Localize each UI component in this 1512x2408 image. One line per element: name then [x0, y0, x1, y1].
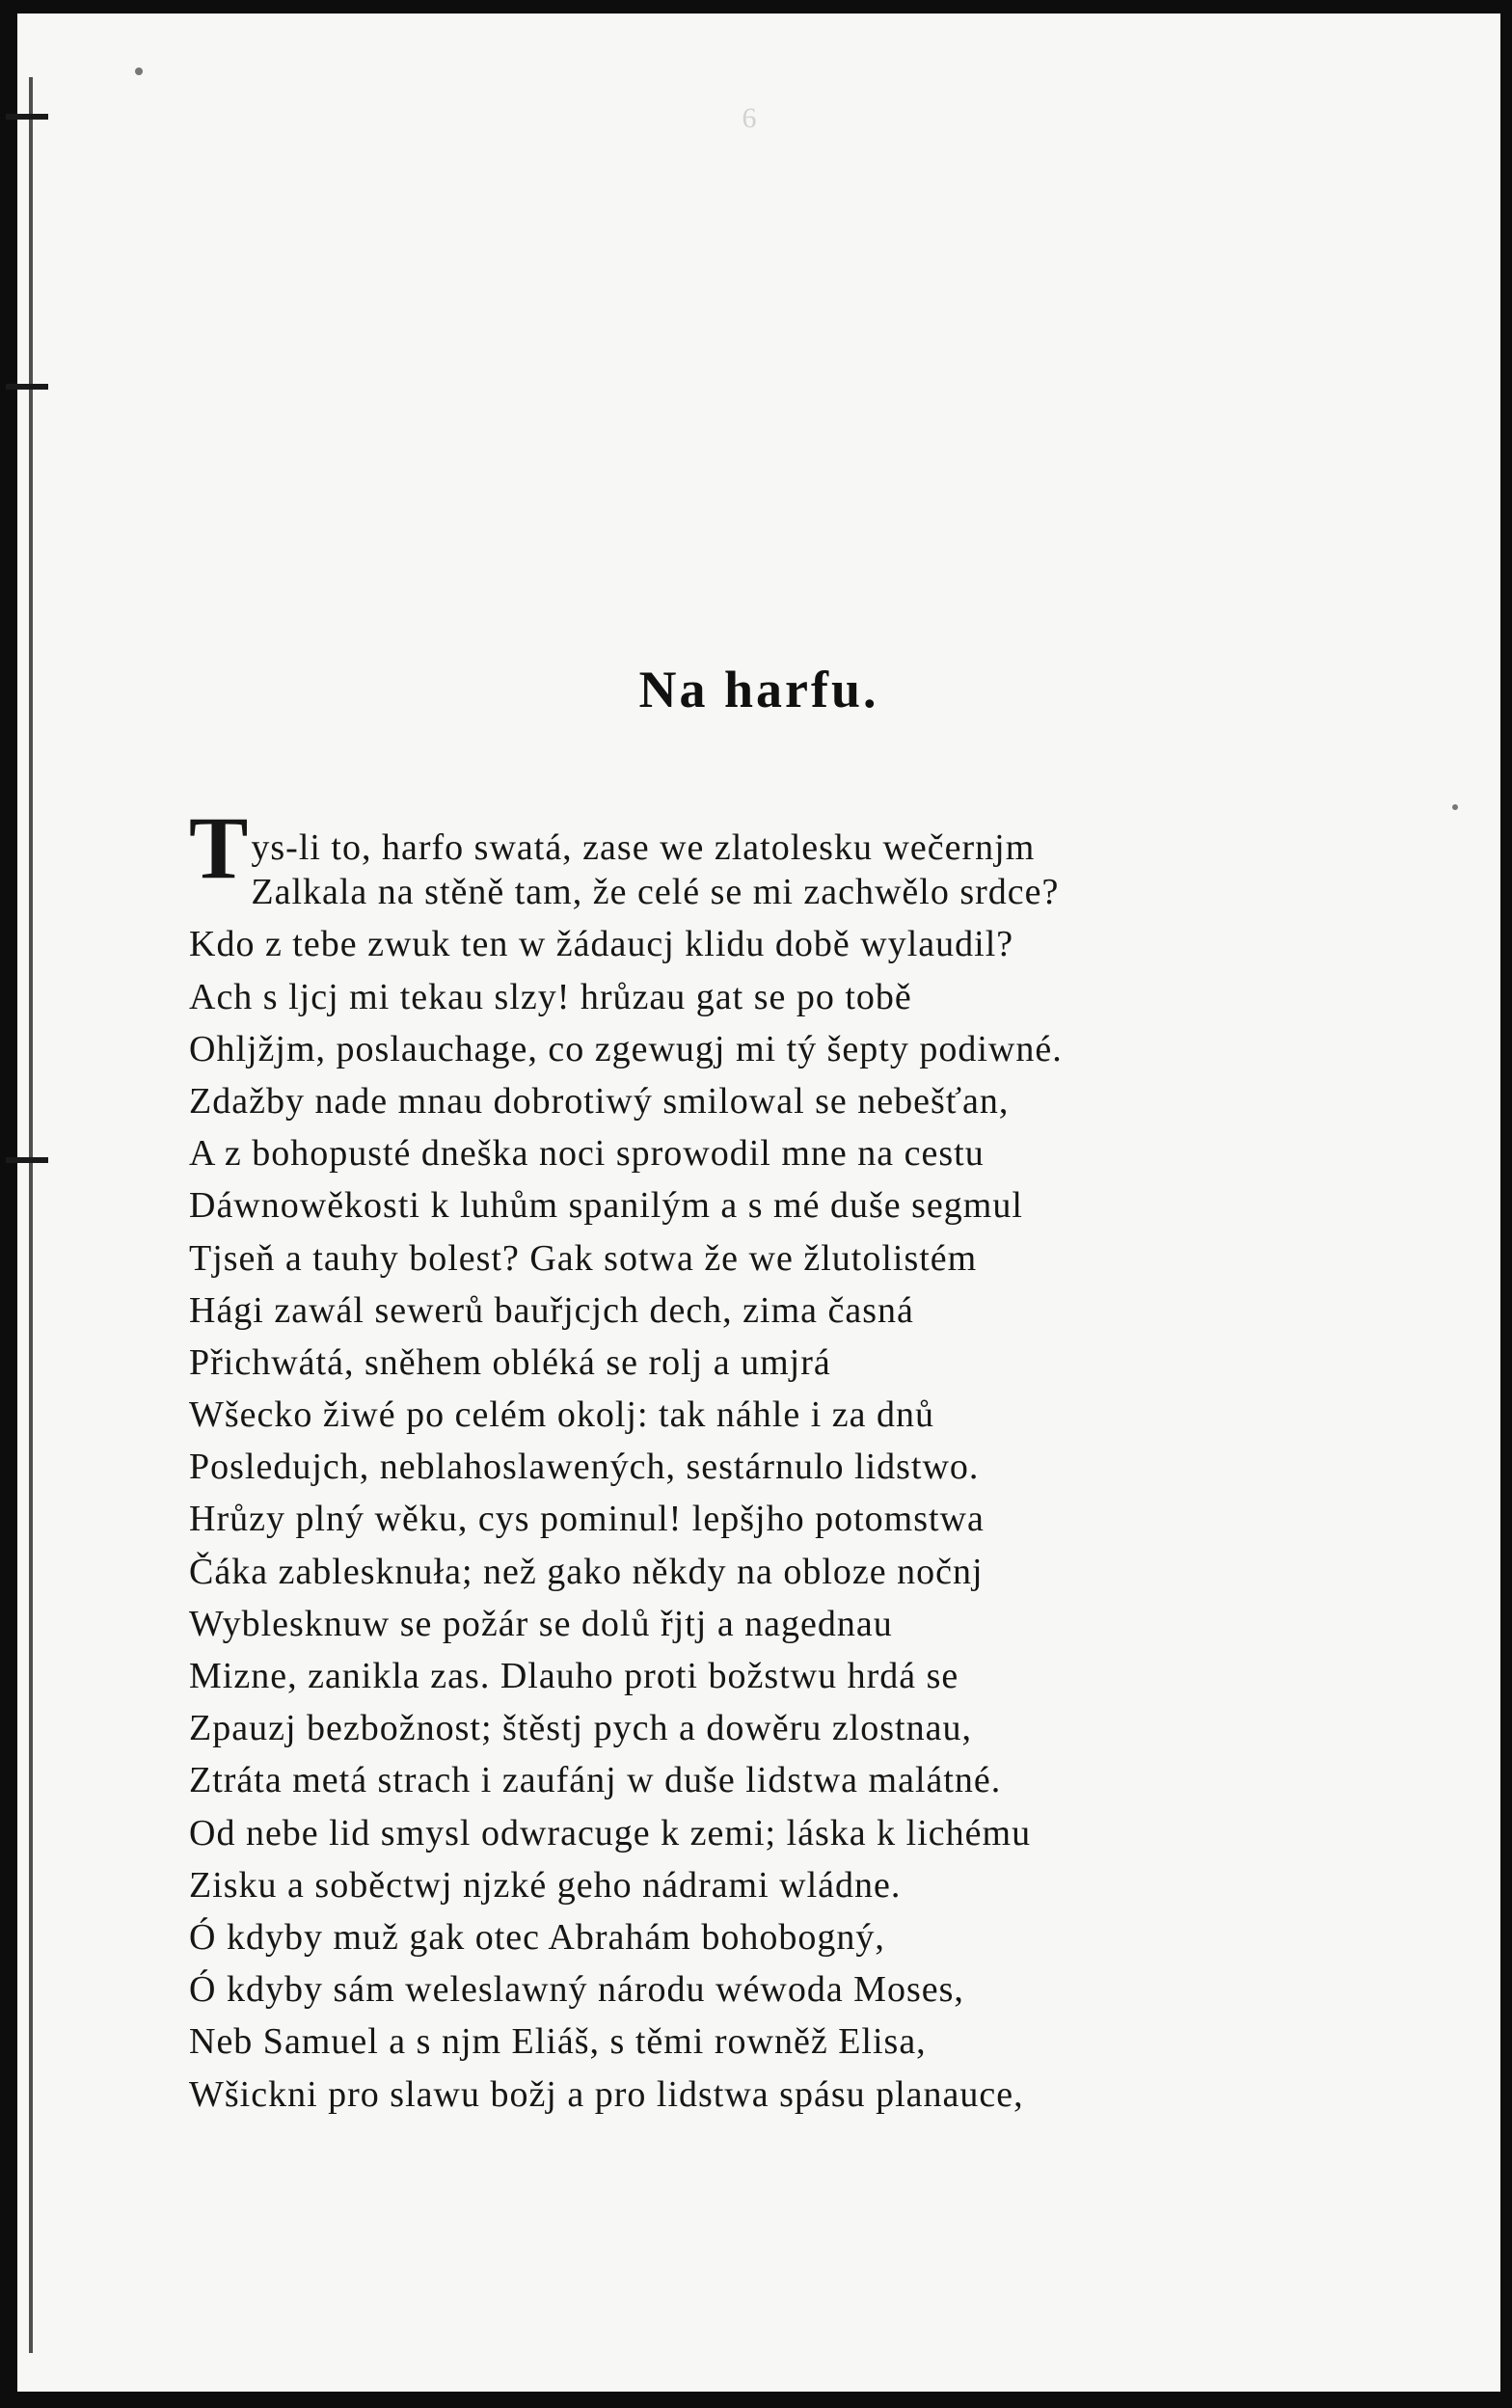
poem-line-17: Mizne, zanikla zas. Dlauho proti božstwu hrdá se	[189, 1656, 959, 1696]
scan-left-edge	[0, 0, 19, 2408]
poem-line-20: Od nebe lid smysl odwracuge k zemi; láska k lichému	[189, 1812, 1032, 1853]
poem-line-16: Wyblesknuw se požár se dolů řjtj a nagednau	[189, 1603, 893, 1644]
page-number: 6	[742, 102, 759, 134]
binding-tick	[6, 114, 48, 120]
poem-line-13: Posledujch, neblahoslawených, sestárnulo lidstwo.	[189, 1447, 980, 1488]
poem-line-24: Neb Samuel a s njm Eliáš, s těmi rowněž Elisa,	[189, 2021, 927, 2063]
drop-cap: T	[189, 798, 250, 897]
poem-line-18: Zpauzj bezbožnost; štěstj pych a dowěru zlostnau,	[189, 1708, 972, 1749]
poem-line-15: Čáka zablesknuła; než gako někdy na obloze nočnj	[189, 1551, 984, 1592]
binding-rule	[29, 77, 33, 2353]
book-page	[17, 14, 1500, 2392]
poem-line-14: Hrůzy plný wěku, cys pominul! lepšjho potomstwa	[189, 1499, 985, 1540]
poem-line-8: Dáwnowěkosti k luhům spanilým a s mé duše segmul	[189, 1185, 1023, 1227]
poem-line-7: A z bohopusté dneška noci sprowodil mne na cestu	[189, 1133, 985, 1175]
poem-line-3: Kdo z tebe zwuk ten w žádaucj klidu době wylaudil?	[189, 924, 1014, 965]
poem-line-9: Tjseň a tauhy bolest? Gak sotwa že we žlutolistém	[189, 1237, 978, 1279]
poem-line-19: Ztráta metá strach i zaufánj w duše lidstwa malátné.	[189, 1760, 1002, 1801]
poem-line-11: Přichwátá, sněhem obléká se rolj a umjrá	[189, 1341, 831, 1383]
poem-line-21: Zisku a soběctwj njzké geho nádrami wládne.	[189, 1864, 902, 1906]
poem-line-12: Wšecko žiwé po celém okolj: tak náhle i za dnů	[189, 1394, 935, 1436]
poem-line-text: ys-li to, harfo swatá, zase we zlatolesku wečernjm	[251, 827, 1036, 868]
poem-line-22: Ó kdyby muž gak otec Abrahám bohobogný,	[189, 1916, 885, 1958]
ink-speck	[135, 68, 143, 75]
poem-line-6: Zdažby nade mnau dobrotiwý smilowal se nebešťan,	[189, 1080, 1010, 1122]
poem-body	[189, 798, 1308, 2121]
poem-title: Na harfu.	[638, 661, 879, 718]
poem-line-5: Ohljžjm, poslauchage, co zgewugj mi tý šepty podiwné.	[189, 1028, 1063, 1069]
poem-line-10: Hági zawál sewerů bauřjcjch dech, zima časná	[189, 1289, 914, 1331]
poem-line-25: Wšickni pro slawu božj a pro lidstwa spásu planauce,	[189, 2073, 1024, 2115]
binding-tick	[6, 1157, 48, 1163]
ink-speck	[1452, 804, 1458, 810]
poem-line-23: Ó kdyby sám weleslawný národu wéwoda Moses,	[189, 1969, 964, 2011]
poem-line-2: Zalkala na stěně tam, že celé se mi zachwělo srdce?	[251, 872, 1060, 913]
poem-line-4: Ach s ljcj mi tekau slzy! hrůzau gat se po tobě	[189, 976, 912, 1017]
binding-tick	[6, 384, 48, 390]
